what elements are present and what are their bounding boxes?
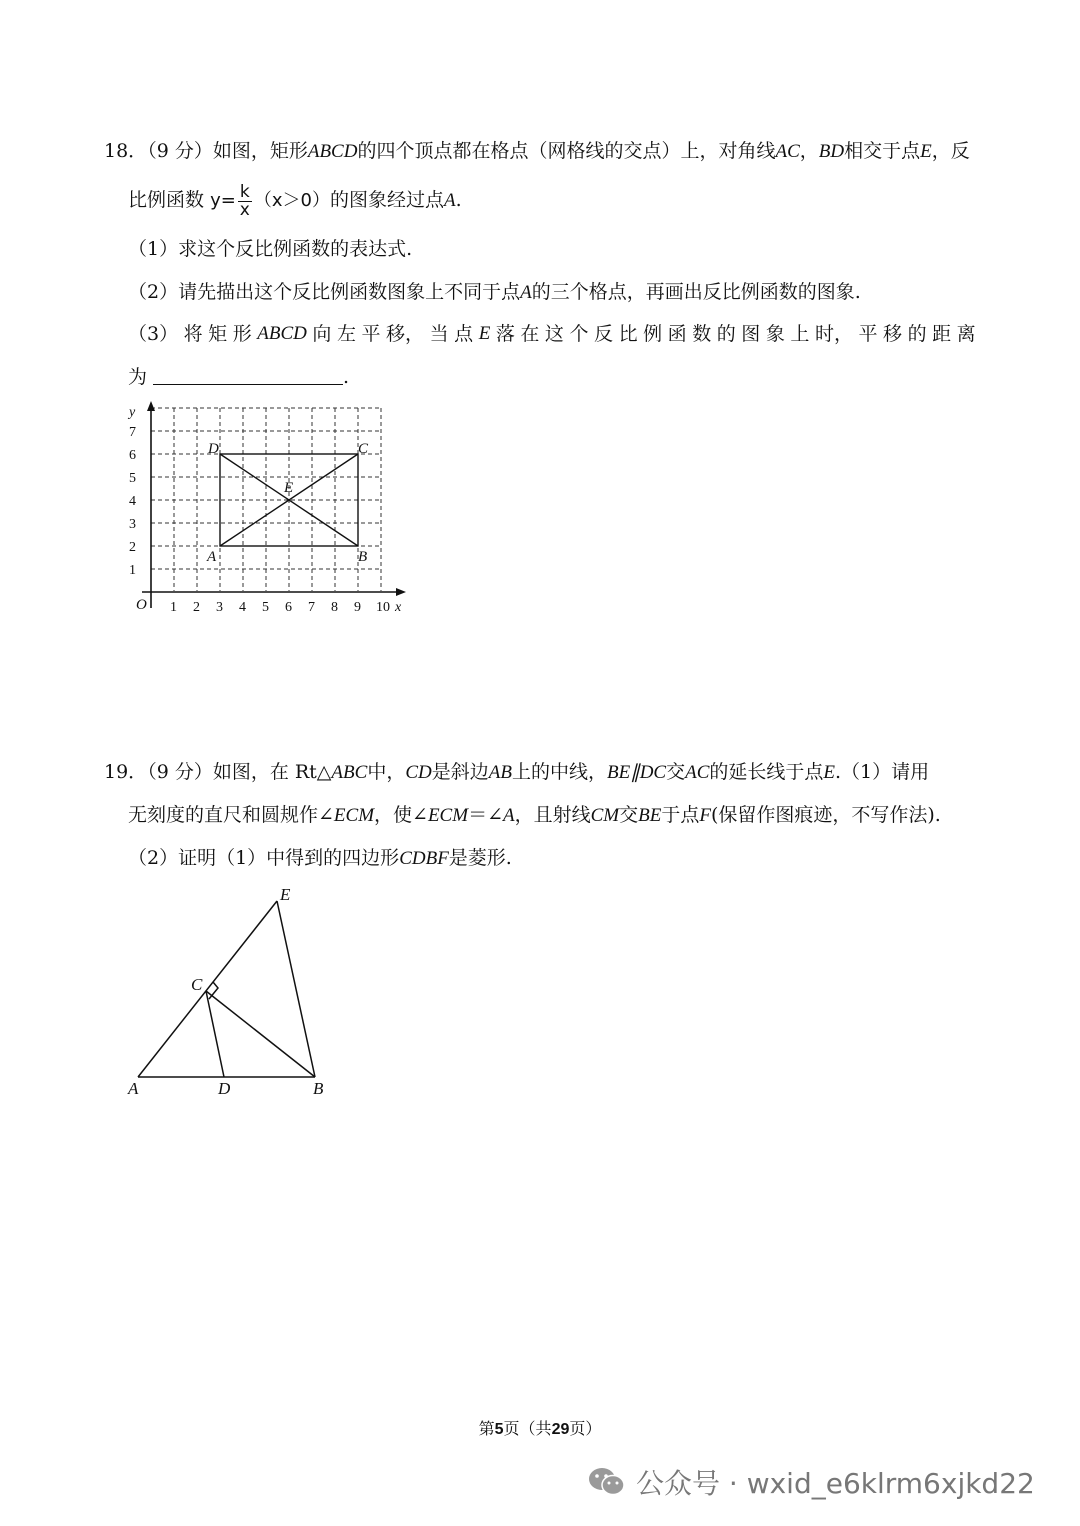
axes	[142, 404, 400, 608]
page-footer: 第5页（共29页）	[478, 1419, 602, 1438]
part3-token: 移，	[386, 323, 425, 345]
y-axis-label: y	[129, 405, 136, 420]
part3-token: 象	[765, 323, 785, 345]
part3-token: 向	[312, 323, 332, 345]
point-label-d: D	[208, 441, 219, 457]
part3-token: 例	[643, 323, 663, 345]
point-label-b: B	[358, 549, 368, 565]
x-axis-arrow	[396, 588, 406, 596]
answer-blank[interactable]	[153, 366, 343, 385]
part3-token: 落	[495, 323, 515, 345]
part3-token: 在	[520, 323, 540, 345]
part3-token: 平	[858, 323, 878, 345]
y-tick: 6	[129, 448, 136, 463]
x-tick: 8	[331, 600, 338, 615]
part3-token: 时，	[814, 323, 853, 345]
q18-line1: 18．（9 分）如图，矩形ABCD的四个顶点都在格点（网格线的交点）上，对角线AC，BD相交于点E，反	[104, 140, 970, 162]
x-tick: 6	[285, 600, 292, 615]
x-tick: 10	[376, 600, 390, 615]
q18-part1: （1）求这个反比例函数的表达式.	[128, 238, 413, 260]
y-axis-arrow	[147, 401, 155, 411]
dashed-grid	[151, 408, 381, 591]
origin-label: O	[136, 597, 147, 613]
inverse-function-formula: y= $\frac{k}{x}$ （x＞0）	[210, 181, 330, 220]
part3-token: 矩	[208, 323, 228, 345]
part3-token: 反	[594, 323, 614, 345]
vertex-label-a: A	[128, 1079, 139, 1098]
y-tick: 5	[129, 471, 136, 486]
part3-token: E	[478, 323, 491, 344]
part3-token: 比	[618, 323, 638, 345]
x-tick: 7	[308, 600, 315, 615]
q18-part2: （2）请先描出这个反比例函数图象上不同于点A的三个格点，再画出反比例函数的图象.	[128, 281, 861, 303]
x-tick: 4	[239, 600, 246, 615]
q19-part2: （2）证明（1）中得到的四边形CDBF是菱形.	[128, 847, 512, 869]
part3-token: 数	[692, 323, 712, 345]
point-label-a: A	[207, 549, 217, 565]
q18-part3-end: 为 .	[128, 366, 350, 388]
part3-token: 形	[232, 323, 252, 345]
q18-line2: 比例函数 y= $\frac{k}{x}$ （x＞0）的图象经过点A.	[128, 181, 462, 220]
q19-line1: 19．（9 分）如图，在 Rt△ABC中，CD是斜边AB上的中线，BE∥DC交AC的延长线于点E.（1）请用	[104, 761, 930, 783]
part3-token: 将	[183, 323, 203, 345]
part3-token: 的	[716, 323, 736, 345]
figure-lines	[138, 901, 315, 1077]
x-tick: 9	[354, 600, 361, 615]
part3-token: 的	[907, 323, 927, 345]
part3-token: 这	[544, 323, 564, 345]
watermark	[588, 1462, 1035, 1502]
vertex-label-e: E	[280, 885, 291, 904]
part3-token: 左	[336, 323, 356, 345]
x-tick: 2	[193, 600, 200, 615]
y-tick: 4	[129, 494, 136, 509]
wechat-icon	[588, 1466, 626, 1498]
part3-token: 离	[956, 323, 976, 345]
part3-token: 图	[741, 323, 761, 345]
part3-token: 平	[361, 323, 381, 345]
part3-token: 移	[883, 323, 903, 345]
point-label-c: C	[358, 441, 369, 457]
triangle-figure	[120, 878, 340, 1103]
part3-token: 点	[454, 323, 474, 345]
part3-token: 上	[790, 323, 810, 345]
part3-token: （3）	[128, 323, 179, 345]
y-tick: 2	[129, 540, 136, 555]
y-tick: 3	[129, 517, 136, 532]
vertex-label-c: C	[191, 975, 203, 994]
x-tick: 3	[216, 600, 223, 615]
part3-token: 距	[932, 323, 952, 345]
part3-token: 函	[667, 323, 687, 345]
q19-line2: 无刻度的直尺和圆规作∠ECM，使∠ECM＝∠A，且射线CM交BE于点F(保留作图痕迹，不写作法).	[128, 804, 941, 826]
y-tick: 1	[129, 563, 136, 578]
grid-graph	[110, 398, 420, 623]
point-label-e: E	[284, 480, 294, 496]
vertex-label-b: B	[313, 1079, 324, 1098]
vertex-label-d: D	[218, 1079, 231, 1098]
part3-token: 当	[429, 323, 449, 345]
y-tick: 7	[129, 425, 136, 440]
x-tick: 1	[170, 600, 177, 615]
part3-token: ABCD	[257, 323, 307, 344]
watermark-text: 公众号 · wxid_e6klrm6xjkd22	[636, 1467, 1035, 1500]
x-axis-label: x	[395, 600, 402, 615]
x-tick: 5	[262, 600, 269, 615]
part3-token: 个	[569, 323, 589, 345]
q18-part3	[128, 322, 976, 346]
